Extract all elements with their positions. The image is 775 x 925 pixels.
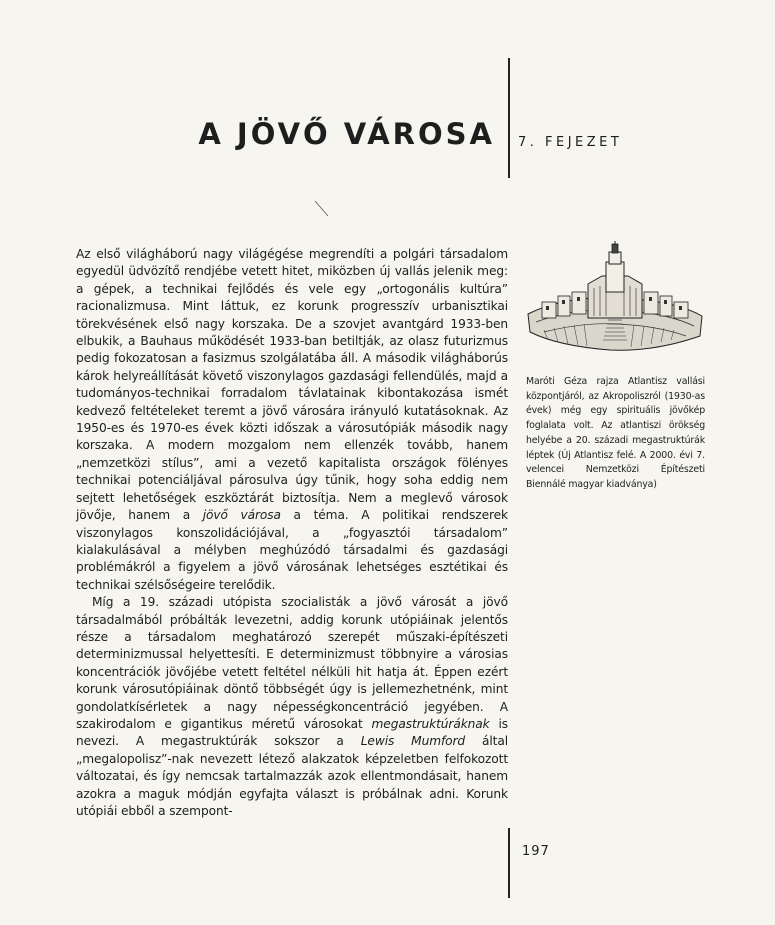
emphasis-megastrukturaknak: megastruktúráknak bbox=[371, 716, 490, 731]
paragraph-2: Míg a 19. századi utópista szocialisták a jövő városát a jövő társadalmából próbálták levezetni, addig korunk utópiáinak jelentős része a társadalom meghatározó szerepét műszaki-építészeti determinizmussal helyettesíti. E determinizmust többnyire a városias koncentrációk jövőjébe vetett feltétel nélküli hit hatja át. Éppen ezért korunk városutópiáinak döntő többségét úgy is jellemezhetnénk, mint gondolatkísérletek a nagy népességkoncentráció jegyében. A szakirodalom e gigantikus méretű városokat megastruktúráknak is nevezi. A megastruktúrák sokszor a Lewis Mumford által „megalopolisz”-nak nevezett létező alakzatok képzeletben felfokozott változatai, és így nemcsak tartalmazzák azok ellentmondásait, hanem azokra a maguk módján egyfajta választ is próbálnak adni. Korunk utópiái ebből a szempont- bbox=[76, 595, 509, 818]
atlantis-acropolis-illustration bbox=[524, 240, 706, 360]
paragraph-1: Az első világháború nagy világégése megrendíti a polgári társadalom egyedül üdvözítő rendjébe vetett hitet, miközben új vallás jelenik meg: a gépek, a technikai fejlődés és vele egy „ortogonális kultúra” racionalizmusa. Mint láttuk, ez korunk progresszív urbanisztikai törekvésének első nagy korszaka. De a szovjet avantgárd 1933-ben elbukik, a Bauhaus működését 1933-ban betiltják, az olasz futurizmus pedig fokozatosan a fasizmus szolgálatába áll. A második világháborús károk helyreállítását követő viszonylagos gazdasági fellendülés, majd a tudományos-technikai forradalom távlatainak kibontakozása ismét kedvező feltételeket teremt a jövő városára irányuló kutatásoknak. Az 1950-es és 1970-es évek közti időszak a városutópiák második nagy korszaka. A modern mozgalom nem ellenzék tovább, hanem „nemzetközi stílus”, ami a vezető kapitalista országok fölényes technikai potenciáljával párosulva úgy tűnik, hogy soha eddig nem sejtett lehetőségek eszköztárát biztosítja. Nem a meglevő városok jövője, hanem a jövő városa a téma. A politikai rendszerek viszonylagos konszolidációjával, a „fogyasztói társadalom” kialakulásával a mélyben meghúzódó társadalmi és gazdasági problémákról a figyelem a jövő városának lehetséges esztétikai és technikai szélsőségeire terelődik. bbox=[76, 247, 508, 592]
header-vertical-rule bbox=[508, 58, 510, 178]
figure-caption: Maróti Géza rajza Atlantisz vallási központjáról, az Akropoliszról (1930-as évek) még egy spirituális jövőkép foglalata volt. Az atlantiszi örökség helyébe a 20. századi megastruktúrák léptek (Új Atlantisz felé. A 2000. évi 7. velencei Nemzetközi Építészeti Biennálé magyar kiadványa) bbox=[526, 376, 705, 490]
chapter-title: A JÖVŐ VÁROSA bbox=[198, 117, 495, 151]
chapter-label: 7. FEJEZET bbox=[518, 135, 623, 150]
decorative-slash-mark bbox=[313, 200, 331, 218]
body-text bbox=[76, 246, 508, 820]
footer-vertical-rule bbox=[508, 828, 510, 898]
emphasis-jovo-varosa: jövő városa bbox=[202, 508, 281, 523]
emphasis-lewis-mumford: Lewis Mumford bbox=[360, 734, 466, 749]
page-number: 197 bbox=[522, 844, 550, 859]
